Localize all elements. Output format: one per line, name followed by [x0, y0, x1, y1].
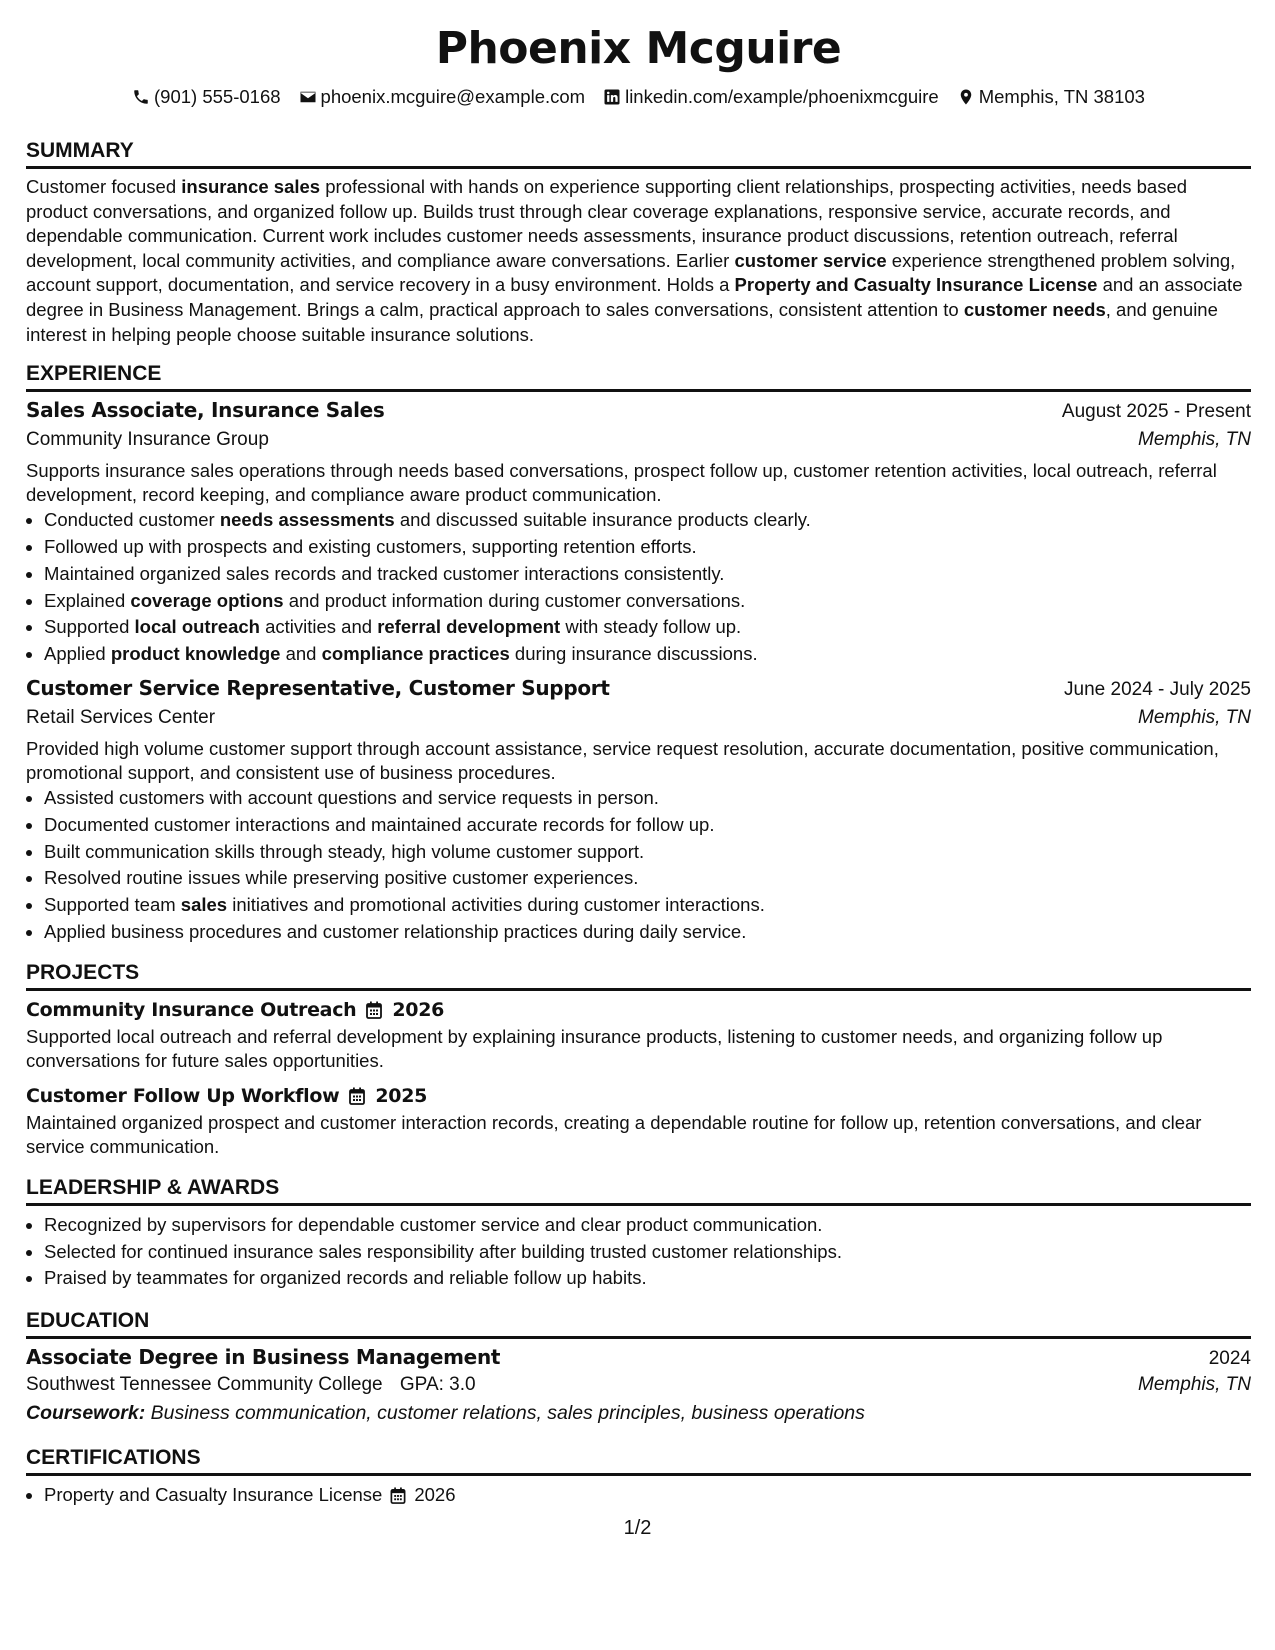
list-item: • Selected for continued insurance sales responsibility after building trusted customer relationships.: [44, 1239, 1251, 1266]
certification-year: 2026: [414, 1484, 456, 1506]
resume-page: [26, 0, 1251, 1509]
certification-name: • Property and Casualty Insurance License: [44, 1484, 383, 1506]
email-text: phoenix.mcguire@example.com: [320, 86, 586, 107]
coursework: [26, 1402, 1251, 1425]
project-description: Maintained organized prospect and customer interaction records, creating a dependable routine for follow up, retention conversations, and clear service communication.: [26, 1111, 1202, 1157]
contact-email[interactable]: [299, 86, 586, 108]
section-title-leadership: LEADERSHIP & AWARDS: [26, 1175, 1251, 1206]
list-item: • Explained coverage options and product information during customer conversations.: [44, 588, 1251, 615]
list-item: • Maintained organized sales records and tracked customer interactions consistently.: [44, 561, 1251, 588]
contact-phone[interactable]: [132, 86, 281, 108]
leadership-section: [26, 1175, 1251, 1292]
gpa: GPA: 3.0: [399, 1374, 476, 1396]
project-year: 2025: [375, 1084, 428, 1107]
summary-section: [26, 138, 1251, 347]
coursework-text: Business communication, customer relations, sales principles, business operations: [150, 1402, 865, 1425]
job-bullets: [26, 785, 1251, 946]
job-description: Provided high volume customer support through account assistance, service request resolution, accurate documentation, positive communication, promotional support, and consistent use of business procedures.: [26, 737, 1219, 783]
location-text: Memphis, TN 38103: [978, 86, 1145, 107]
list-item: • Followed up with prospects and existing customers, supporting retention efforts.: [44, 534, 1251, 561]
school-location: Memphis, TN: [1138, 1374, 1251, 1396]
contact-row: [26, 86, 1251, 108]
calendar-icon: [349, 1087, 365, 1105]
phone-icon: [132, 88, 150, 106]
summary-text: Customer focused insurance sales professional with hands on experience supporting client relationships, prospecting activities, needs based product conversations, and organized follow up. Builds trust through clear coverage explanations, responsive service, accurate records, and dependable communication. Current work includes customer needs assessments, insurance product discussions, retention outreach, referral development, local community activities, and compliance aware conversations. Earlier customer service experience strengthened problem solving, account support, documentation, and service recovery in a busy environment. Holds a Property and Casualty Insurance License and an associate degree in Business Management. Brings a calm, practical approach to sales conversations, consistent attention to customer needs, and genuine interest in helping people choose suitable insurance solutions.: [26, 176, 1243, 345]
job-location: Memphis, TN: [1138, 706, 1251, 728]
job-role: Customer Service Representative, Customer Support: [26, 675, 610, 700]
candidate-name: Phoenix Mcguire: [435, 23, 842, 74]
envelope-icon: [299, 88, 317, 106]
linkedin-text: linkedin.com/example/phoenixmcguire: [625, 86, 939, 107]
page-number: 1/2: [623, 1517, 652, 1539]
section-title-projects: PROJECTS: [26, 960, 1251, 991]
job-bullets: [26, 507, 1251, 668]
list-item: • Built communication skills through steady, high volume customer support.: [44, 839, 1251, 866]
list-item: • Supported local outreach activities and referral development with steady follow up.: [44, 614, 1251, 641]
phone-text: (901) 555-0168: [154, 86, 281, 107]
job-company: Retail Services Center: [26, 706, 216, 728]
project-entry: [26, 999, 1251, 1073]
job-role: Sales Associate, Insurance Sales: [26, 398, 385, 423]
map-pin-icon: [957, 88, 975, 106]
linkedin-icon: [603, 88, 621, 106]
school-name: Southwest Tennessee Community College: [26, 1374, 383, 1396]
projects-section: [26, 960, 1251, 1159]
certifications-list: [26, 1482, 1251, 1509]
experience-section: [26, 361, 1251, 946]
job-dates: August 2025 - Present: [1061, 401, 1251, 423]
contact-location: [957, 86, 1145, 108]
calendar-icon: [390, 1487, 406, 1504]
certifications-section: [26, 1445, 1251, 1509]
list-item: • Conducted customer needs assessments and discussed suitable insurance products clearly.: [44, 507, 1251, 534]
job-location: Memphis, TN: [1138, 429, 1251, 451]
section-title-summary: SUMMARY: [26, 138, 1251, 169]
leadership-list: [26, 1212, 1251, 1292]
coursework-label: Coursework:: [26, 1402, 146, 1425]
list-item: [44, 1482, 1251, 1509]
list-item: • Recognized by supervisors for dependable customer service and clear product communication.: [44, 1212, 1251, 1239]
project-description: Supported local outreach and referral development by explaining insurance products, listening to customer needs, and organizing follow up conversations for future sales opportunities.: [26, 1025, 1163, 1071]
education-section: [26, 1308, 1251, 1425]
list-item: • Supported team sales initiatives and promotional activities during customer interactions.: [44, 892, 1251, 919]
project-name: Community Insurance Outreach: [26, 998, 357, 1021]
job-entry: [26, 398, 1251, 668]
list-item: • Applied product knowledge and compliance practices during insurance discussions.: [44, 641, 1251, 668]
project-entry: [26, 1085, 1251, 1159]
project-name: Customer Follow Up Workflow: [26, 1084, 340, 1107]
contact-linkedin[interactable]: [603, 86, 939, 108]
calendar-icon: [366, 1001, 382, 1019]
job-dates: June 2024 - July 2025: [1064, 678, 1251, 700]
list-item: • Applied business procedures and customer relationship practices during daily service.: [44, 919, 1251, 946]
job-entry: [26, 676, 1251, 946]
section-title-certifications: CERTIFICATIONS: [26, 1445, 1251, 1476]
education-year: 2024: [1208, 1348, 1251, 1370]
job-description: Supports insurance sales operations through needs based conversations, prospect follow up, customer retention activities, local outreach, referral development, record keeping, and compliance aware product communication.: [26, 460, 1217, 506]
project-year: 2026: [392, 998, 445, 1021]
degree-title: Associate Degree in Business Management: [26, 1345, 501, 1370]
list-item: • Resolved routine issues while preserving positive customer experiences.: [44, 865, 1251, 892]
list-item: • Documented customer interactions and maintained accurate records for follow up.: [44, 812, 1251, 839]
job-company: Community Insurance Group: [26, 429, 269, 451]
section-title-experience: EXPERIENCE: [26, 361, 1251, 392]
list-item: • Praised by teammates for organized records and reliable follow up habits.: [44, 1265, 1251, 1292]
list-item: • Assisted customers with account questions and service requests in person.: [44, 785, 1251, 812]
section-title-education: EDUCATION: [26, 1308, 1251, 1339]
